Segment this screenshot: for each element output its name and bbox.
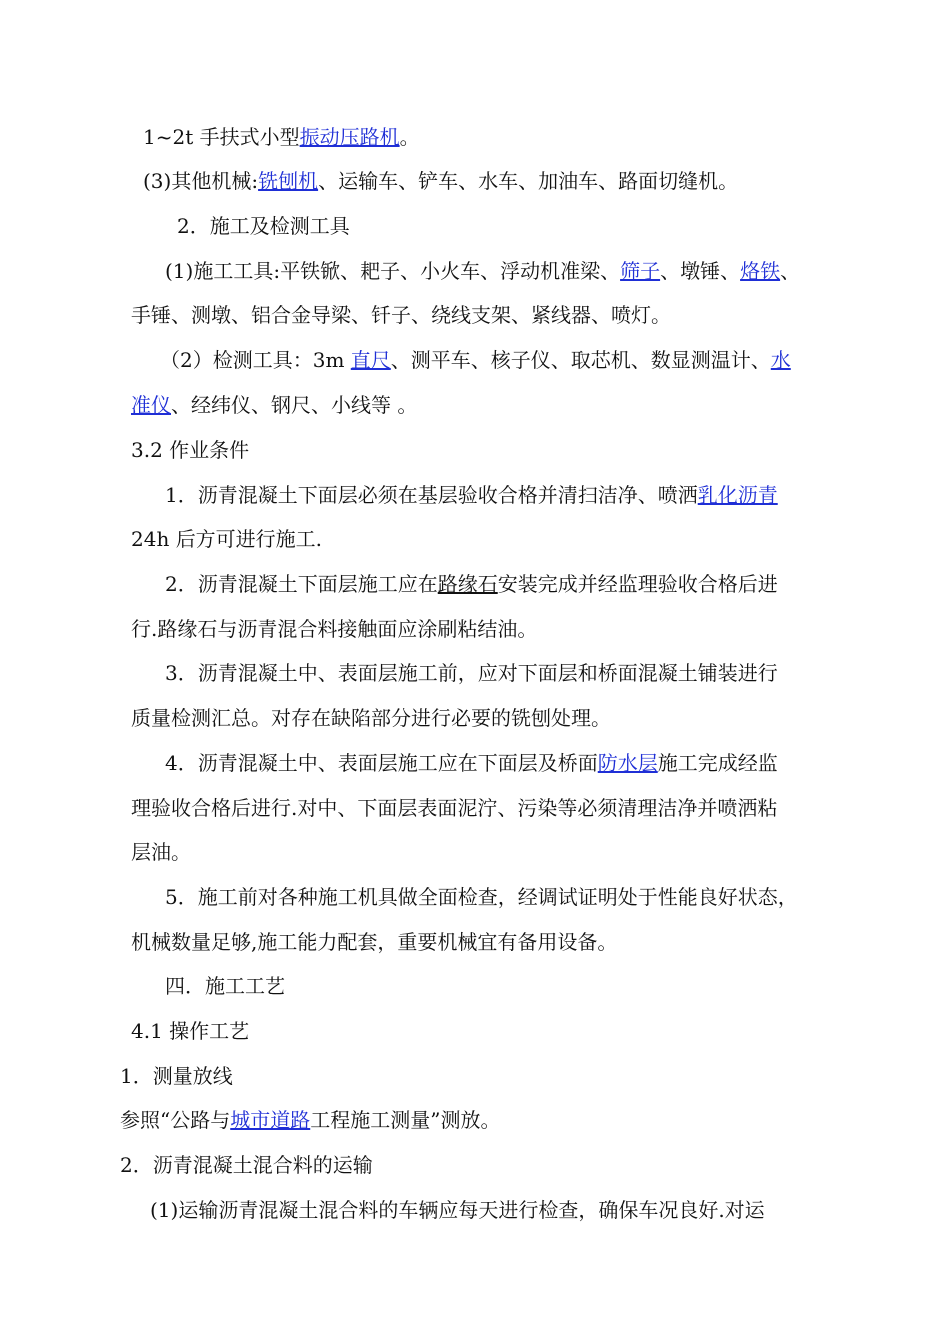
text-line-14 xyxy=(131,704,611,732)
text-run: 安装完成并经监理验收合格后进 xyxy=(497,572,778,596)
text-line-7 xyxy=(131,391,417,419)
text-run: 、经纬仪、钢尺、小线等 。 xyxy=(171,393,418,417)
section-heading-process xyxy=(165,972,285,1000)
text-line-2 xyxy=(143,167,738,195)
hyperlink[interactable]: 城市道路 xyxy=(230,1108,311,1132)
hyperlink[interactable]: 筛子 xyxy=(620,259,661,283)
hyperlink[interactable]: 直尺 xyxy=(350,348,391,372)
text-run: 4．沥青混凝土中、表面层施工应在下面层及桥面 xyxy=(165,751,598,775)
text-run: 、测平车、核子仪、取芯机、数显测温计、 xyxy=(390,348,771,372)
text-line-17 xyxy=(131,838,191,866)
text-run: 2．施工及检测工具 xyxy=(177,214,350,238)
hyperlink[interactable]: 振动压路机 xyxy=(299,125,400,149)
text-line-9 xyxy=(165,481,778,509)
subheading-survey xyxy=(120,1062,233,1090)
text-run: 4.1 操作工艺 xyxy=(131,1019,250,1043)
text-line-5 xyxy=(131,301,671,329)
text-line-11 xyxy=(165,570,778,598)
hyperlink[interactable]: 水 xyxy=(770,348,791,372)
hyperlink[interactable]: 烙铁 xyxy=(740,259,781,283)
text-run: (3)其他机械: xyxy=(143,169,259,193)
text-line-19 xyxy=(131,928,617,956)
text-line-15 xyxy=(165,749,778,777)
text-run: 、运输车、铲车、水车、加油车、路面切缝机。 xyxy=(318,169,739,193)
text-run: 3.2 作业条件 xyxy=(131,438,250,462)
text-run: 5．施工前对各种施工机具做全面检查，经调试证明处于性能良好状态， xyxy=(165,885,798,909)
text-run: 四．施工工艺 xyxy=(165,974,285,998)
text-line-12 xyxy=(131,615,537,643)
text-run: 2．沥青混凝土混合料的运输 xyxy=(120,1153,373,1177)
text-run: 、墩锤、 xyxy=(660,259,741,283)
underlined-text: 路缘石 xyxy=(437,572,498,596)
text-line-1 xyxy=(143,123,420,151)
hyperlink[interactable]: 铣刨机 xyxy=(258,169,319,193)
text-line-18 xyxy=(165,883,798,911)
text-run: 1~2t 手扶式小型 xyxy=(143,125,300,149)
text-run: （2）检测工具：3m xyxy=(160,348,351,372)
hyperlink[interactable]: 防水层 xyxy=(597,751,658,775)
hyperlink[interactable]: 乳化沥青 xyxy=(697,483,778,507)
text-line-10 xyxy=(131,525,322,553)
section-heading-tools xyxy=(177,212,350,240)
text-line-25 xyxy=(150,1196,765,1224)
section-heading-conditions xyxy=(131,436,249,464)
text-run: 、 xyxy=(780,259,801,283)
text-run: 机械数量足够,施工能力配套，重要机械宜有备用设备。 xyxy=(131,930,618,954)
text-run: 参照“公路与 xyxy=(120,1108,231,1132)
text-line-6 xyxy=(160,346,791,374)
text-line-13 xyxy=(165,659,778,687)
text-run: 施工完成经监 xyxy=(657,751,778,775)
text-run: 手锤、测墩、铝合金导梁、钎子、绕线支架、紧线器、喷灯。 xyxy=(131,303,671,327)
text-run: 2．沥青混凝土下面层施工应在 xyxy=(165,572,438,596)
text-run: 理验收合格后进行.对中、下面层表面泥泞、污染等必须清理洁净并喷洒粘 xyxy=(131,796,778,820)
text-run: 行.路缘石与沥青混合料接触面应涂刷粘结油。 xyxy=(131,617,538,641)
text-line-4 xyxy=(165,257,800,285)
text-run: 层油。 xyxy=(131,840,191,864)
text-run: 3．沥青混凝土中、表面层施工前，应对下面层和桥面混凝土铺装进行 xyxy=(165,661,778,685)
text-run: 。 xyxy=(399,125,420,149)
hyperlink[interactable]: 准仪 xyxy=(131,393,171,417)
text-line-23 xyxy=(120,1106,500,1134)
text-run: 质量检测汇总。对存在缺陷部分进行必要的铣刨处理。 xyxy=(131,706,611,730)
text-run: (1)运输沥青混凝土混合料的车辆应每天进行检查，确保车况良好.对运 xyxy=(150,1198,765,1222)
text-run: (1)施工工具:平铁锨、耙子、小火车、浮动机准梁、 xyxy=(165,259,621,283)
text-run: 1．沥青混凝土下面层必须在基层验收合格并清扫洁净、喷洒 xyxy=(165,483,698,507)
subheading-transport xyxy=(120,1151,373,1179)
section-heading-operation xyxy=(131,1017,249,1045)
text-run: 24h 后方可进行施工. xyxy=(131,527,323,551)
text-line-16 xyxy=(131,794,777,822)
text-run: 工程施工测量”测放。 xyxy=(310,1108,501,1132)
text-run: 1．测量放线 xyxy=(120,1064,233,1088)
